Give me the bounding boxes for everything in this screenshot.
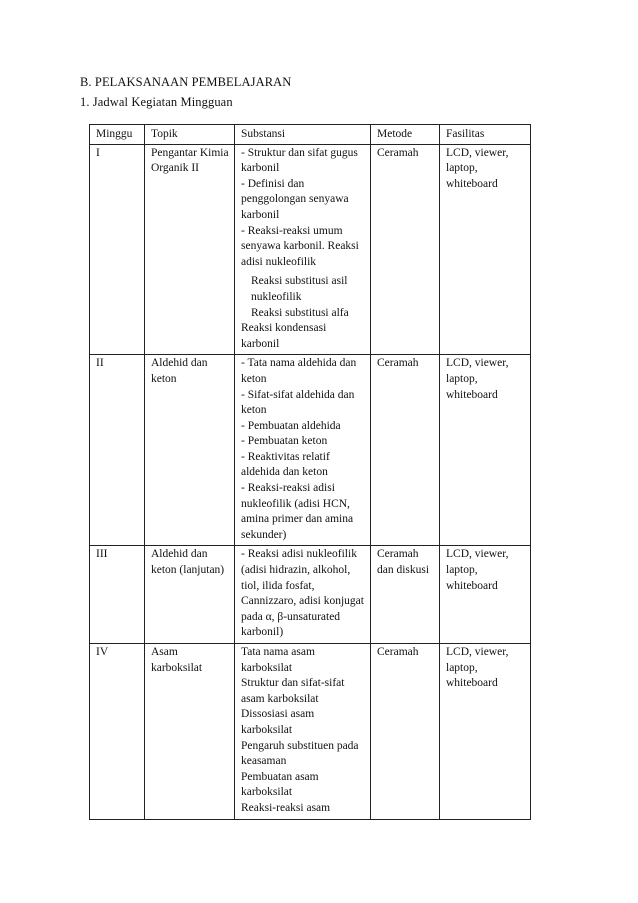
facility-cell: LCD, viewer, laptop, whiteboard <box>440 355 531 546</box>
substance-item: Pembuatan asam karboksilat <box>241 770 319 799</box>
substance-cell <box>235 546 371 644</box>
weekly-schedule-table <box>89 124 531 820</box>
week-cell: II <box>90 355 145 546</box>
method-cell: Ceramah <box>371 644 440 820</box>
substance-item: - Pembuatan aldehida <box>241 419 341 432</box>
substance-item: Tata nama asam karboksilat <box>241 646 315 674</box>
substance-item: Dissosiasi asam karboksilat <box>241 708 315 736</box>
week-cell: IV <box>90 644 145 820</box>
topic-cell: Asam karboksilat <box>145 644 235 820</box>
method-cell: Ceramah <box>371 144 440 355</box>
substance-item: - Tata nama aldehida dan keton <box>241 357 357 385</box>
header-substansi: Substansi <box>235 125 371 145</box>
header-topik: Topik <box>145 125 235 145</box>
substance-item: - Definisi dan penggolongan senyawa karbonil <box>241 177 349 221</box>
substance-item: Reaksi kondensasi karbonil <box>241 322 327 350</box>
method-cell: Ceramah dan diskusi <box>371 546 440 644</box>
facility-cell: LCD, viewer, laptop, whiteboard <box>440 644 531 820</box>
substance-item: - Pembuatan keton <box>241 435 328 448</box>
substance-cell <box>235 144 371 355</box>
substance-item: - Reaksi-reaksi umum senyawa karbonil. Reaksi adisi nukleofilik <box>241 224 359 268</box>
facility-cell: LCD, viewer, laptop, whiteboard <box>440 546 531 644</box>
substance-item: Pengaruh substituen pada keasaman <box>241 739 359 768</box>
topic-cell: Pengantar Kimia Organik II <box>145 144 235 355</box>
table-row <box>90 546 531 644</box>
header-minggu: Minggu <box>90 125 145 145</box>
topic-cell: Aldehid dan keton <box>145 355 235 546</box>
substance-item: - Reaksi adisi nukleofilik (adisi hidrazin, alkohol, tiol, ilida fosfat, Cannizzaro, adisi konjugat pada α, β-unsaturated karbonil) <box>241 548 364 639</box>
substance-item: - Reaksi-reaksi adisi nukleofilik (adisi HCN, amina primer dan amina sekunder) <box>241 482 354 541</box>
substance-item: Reaksi substitusi alfa <box>251 306 349 319</box>
substance-item: - Sifat-sifat aldehida dan keton <box>241 388 355 417</box>
schedule-subtitle: 1. Jadwal Kegiatan Mingguan <box>80 95 233 109</box>
method-cell: Ceramah <box>371 355 440 546</box>
substance-cell <box>235 644 371 820</box>
header-metode: Metode <box>371 125 440 145</box>
substance-item: Reaksi substitusi asil nukleofilik <box>251 275 348 303</box>
substance-item: - Reaktivitas relatif aldehida dan keton <box>241 450 330 479</box>
week-cell: III <box>90 546 145 644</box>
table-row <box>90 644 531 820</box>
table-header-row <box>90 125 531 145</box>
header-fasilitas: Fasilitas <box>440 125 531 145</box>
substance-item: Struktur dan sifat-sifat asam karboksilat <box>241 677 345 705</box>
table-row <box>90 355 531 546</box>
substance-cell <box>235 355 371 546</box>
topic-cell: Aldehid dan keton (lanjutan) <box>145 546 235 644</box>
table-row <box>90 144 531 355</box>
week-cell: I <box>90 144 145 355</box>
substance-item: - Struktur dan sifat gugus karbonil <box>241 146 358 175</box>
section-title: B. PELAKSANAAN PEMBELAJARAN <box>80 75 292 89</box>
facility-cell: LCD, viewer, laptop, whiteboard <box>440 144 531 355</box>
substance-item: Reaksi-reaksi asam <box>241 801 331 814</box>
